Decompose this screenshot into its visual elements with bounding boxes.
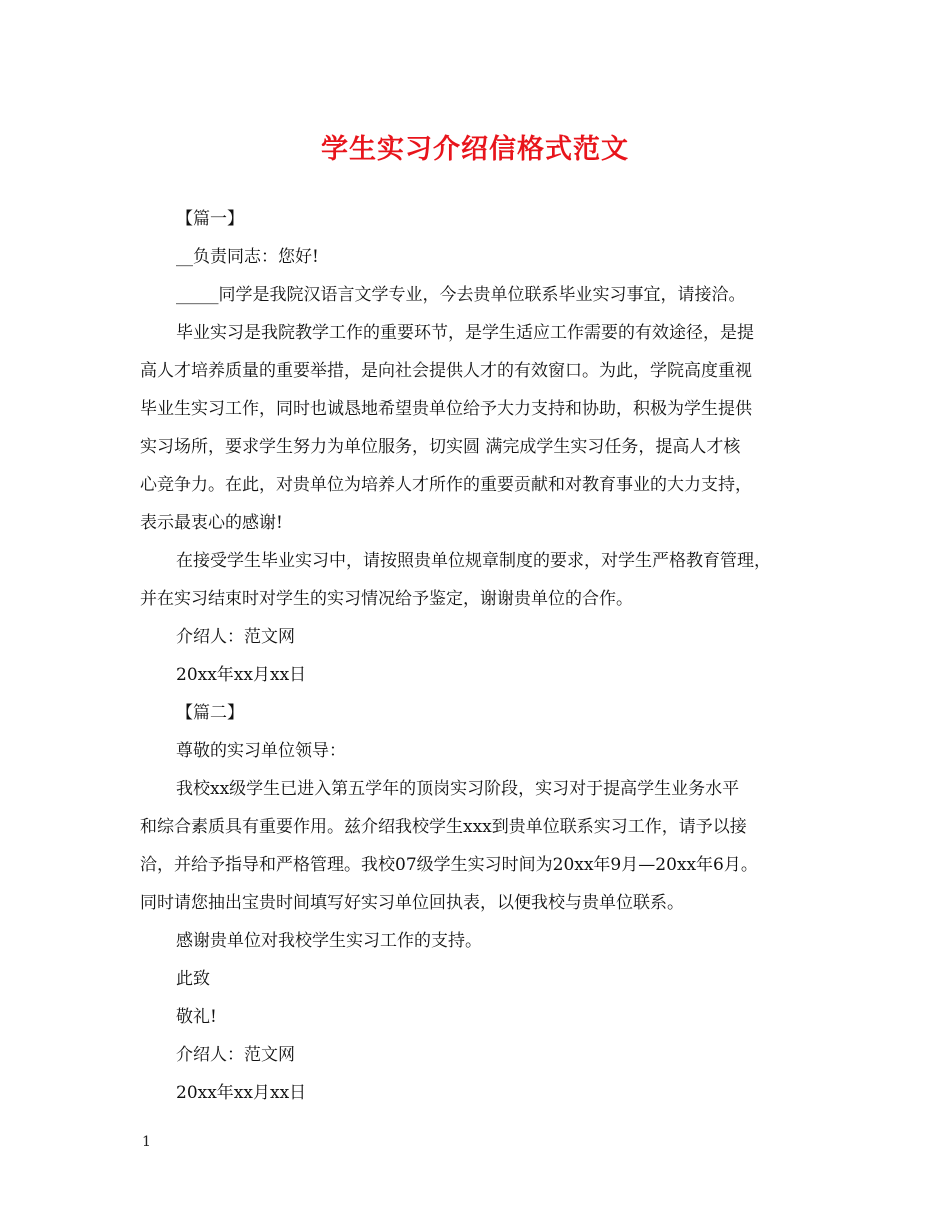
paragraph-line: 和综合素质具有重要作用。兹介绍我校学生xxx到贵单位联系实习工作，请予以接 bbox=[140, 817, 747, 837]
paragraph-line: 尊敬的实习单位领导： bbox=[176, 741, 346, 761]
paragraph-line: 洽，并给予指导和严格管理。我校07级学生实习时间为20xx年9月—20xx年6月。 bbox=[140, 855, 758, 875]
paragraph-line: 介绍人：范文网 bbox=[176, 627, 295, 647]
paragraph-line: 实习场所，要求学生努力为单位服务，切实圆 满完成学生实习任务，提高人才核 bbox=[140, 437, 741, 457]
paragraph-line: 在接受学生毕业实习中，请按照贵单位规章制度的要求，对学生严格教育管理， bbox=[176, 551, 771, 571]
paragraph-line: 介绍人：范文网 bbox=[176, 1045, 295, 1065]
paragraph-line: 感谢贵单位对我校学生实习工作的支持。 bbox=[176, 931, 482, 951]
paragraph-line: 【篇二】 bbox=[176, 703, 244, 723]
paragraph-line: 毕业生实习工作，同时也诚恳地希望贵单位给予大力支持和协助，积极为学生提供 bbox=[140, 399, 752, 419]
paragraph-line: _____同学是我院汉语言文学专业，今去贵单位联系毕业实习事宜，请接洽。 bbox=[176, 285, 746, 305]
paragraph-line: 同时请您抽出宝贵时间填写好实习单位回执表，以便我校与贵单位联系。 bbox=[140, 893, 684, 913]
paragraph-line: 心竞争力。在此，对贵单位为培养人才所作的重要贡献和对教育事业的大力支持， bbox=[140, 475, 752, 495]
paragraph-line: 高人才培养质量的重要举措，是向社会提供人才的有效窗口。为此，学院高度重视 bbox=[140, 361, 752, 381]
paragraph-line: 敬礼! bbox=[176, 1007, 217, 1027]
paragraph-line: 20xx年xx月xx日 bbox=[176, 1083, 307, 1103]
paragraph-line: 【篇一】 bbox=[176, 209, 244, 229]
paragraph-line: 此致 bbox=[176, 969, 210, 989]
paragraph-line: 并在实习结束时对学生的实习情况给予鉴定，谢谢贵单位的合作。 bbox=[140, 589, 633, 609]
paragraph-line: 我校xx级学生已进入第五学年的顶岗实习阶段，实习对于提高学生业务水平 bbox=[176, 779, 740, 799]
paragraph-line: 20xx年xx月xx日 bbox=[176, 665, 307, 685]
paragraph-line: 表示最衷心的感谢! bbox=[140, 513, 283, 533]
paragraph-line: __负责同志：您好! bbox=[176, 247, 319, 267]
document-title: 学生实习介绍信格式范文 bbox=[321, 134, 629, 165]
paragraph-line: 毕业实习是我院教学工作的重要环节，是学生适应工作需要的有效途径，是提 bbox=[176, 323, 754, 343]
document-body bbox=[140, 200, 826, 1112]
page-number: 1 bbox=[142, 1134, 151, 1150]
